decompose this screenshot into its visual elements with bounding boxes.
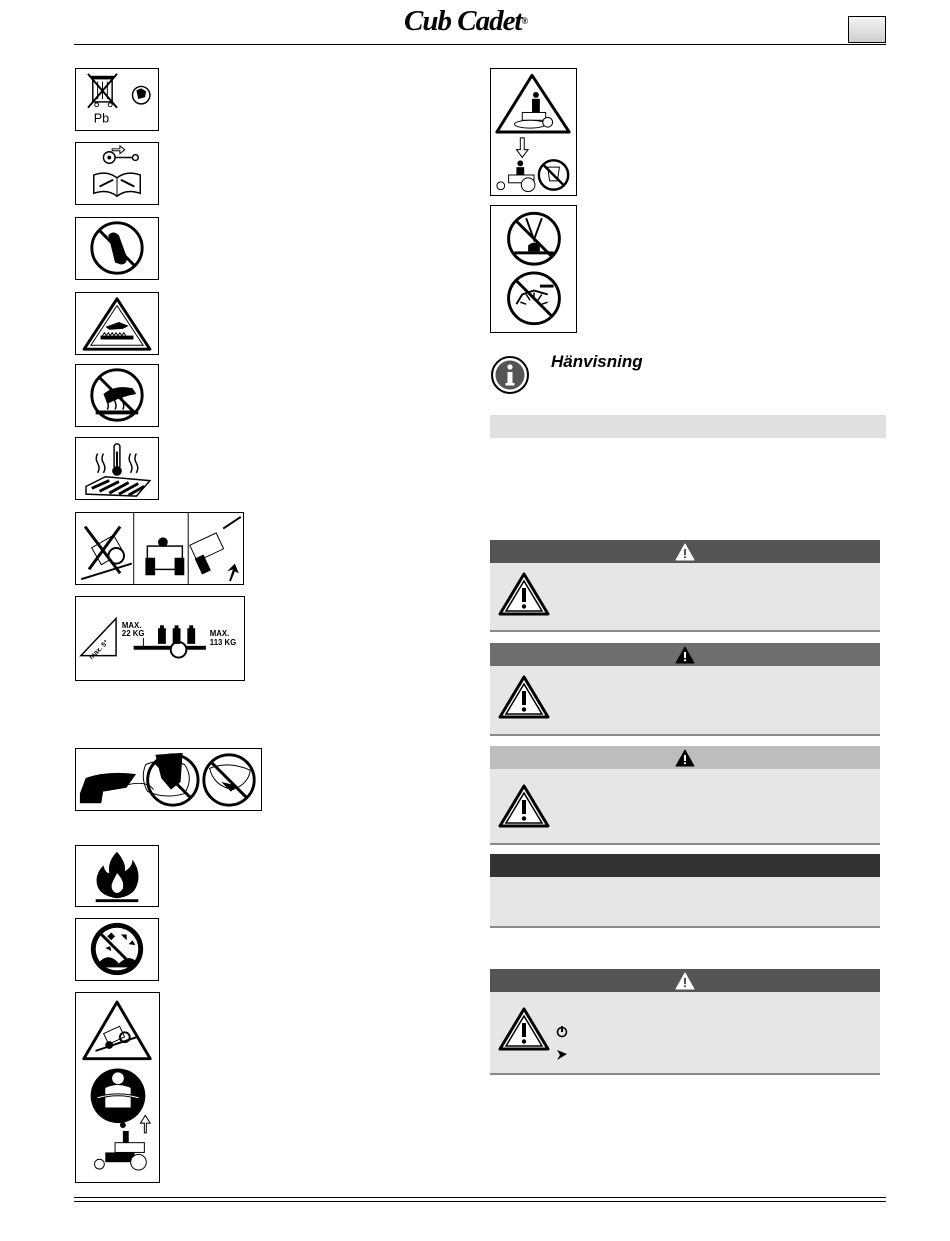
warning-triangle-icon: [498, 783, 550, 829]
read-manual-key-icon: [75, 142, 159, 205]
caution-box: [490, 643, 880, 736]
warning-triangle-icon: [498, 674, 550, 720]
warning-triangle-icon: [498, 571, 550, 617]
caution-box-header: [490, 643, 880, 666]
warning-triangle-icon: [675, 972, 695, 990]
recycling-bin-pb-icon: [75, 68, 159, 131]
no-feet-icon: [75, 217, 159, 280]
warning-box-header: [490, 540, 880, 563]
brand-logo: Cub Cadet®: [404, 5, 528, 37]
warning-box-2: [490, 969, 880, 1075]
important-box-header: [490, 854, 880, 877]
no-cutting-icon: [490, 205, 577, 333]
no-sit-on-seat-icon: [75, 748, 262, 811]
flammable-icon: [75, 845, 159, 907]
power-symbol-icon: [556, 1026, 568, 1038]
svg-text:22 KG: 22 KG: [121, 629, 145, 639]
svg-text:113 KG: 113 KG: [209, 637, 237, 647]
warning-triangle-icon: [675, 543, 695, 561]
language-tab: [848, 16, 886, 43]
svg-text:max. 5°: max. 5°: [88, 639, 111, 662]
rollover-seatbelt-icon: [75, 992, 160, 1183]
warning-box-2-header: [490, 969, 880, 992]
hot-surface-thermometer-icon: [75, 437, 159, 500]
warning-triangle-icon: [675, 646, 695, 664]
seat-warning-icon: [490, 68, 577, 196]
info-icon: [490, 355, 530, 395]
svg-text:MAX.: MAX.: [209, 629, 230, 639]
footer-rule: [74, 1197, 886, 1202]
important-box: [490, 854, 880, 928]
max-load-icon: [75, 596, 245, 681]
warning-triangle-icon: [675, 749, 695, 767]
slope-tipping-icon: [75, 512, 244, 585]
note-title: Hänvisning: [551, 352, 643, 371]
arrow-bullet-icon: [556, 1049, 568, 1061]
header-rule: [74, 44, 886, 45]
warning-box: [490, 540, 880, 632]
no-debris-leaves-icon: [75, 918, 159, 981]
hand-cut-warning-icon: [75, 292, 159, 355]
svg-text:Pb: Pb: [93, 111, 110, 126]
notice-box-header: [490, 746, 880, 769]
no-hands-hot-surface-icon: [75, 364, 159, 427]
warning-triangle-icon: [498, 1006, 550, 1052]
notice-box: [490, 746, 880, 845]
section-bar: [490, 415, 886, 438]
svg-text:MAX.: MAX.: [121, 621, 142, 631]
